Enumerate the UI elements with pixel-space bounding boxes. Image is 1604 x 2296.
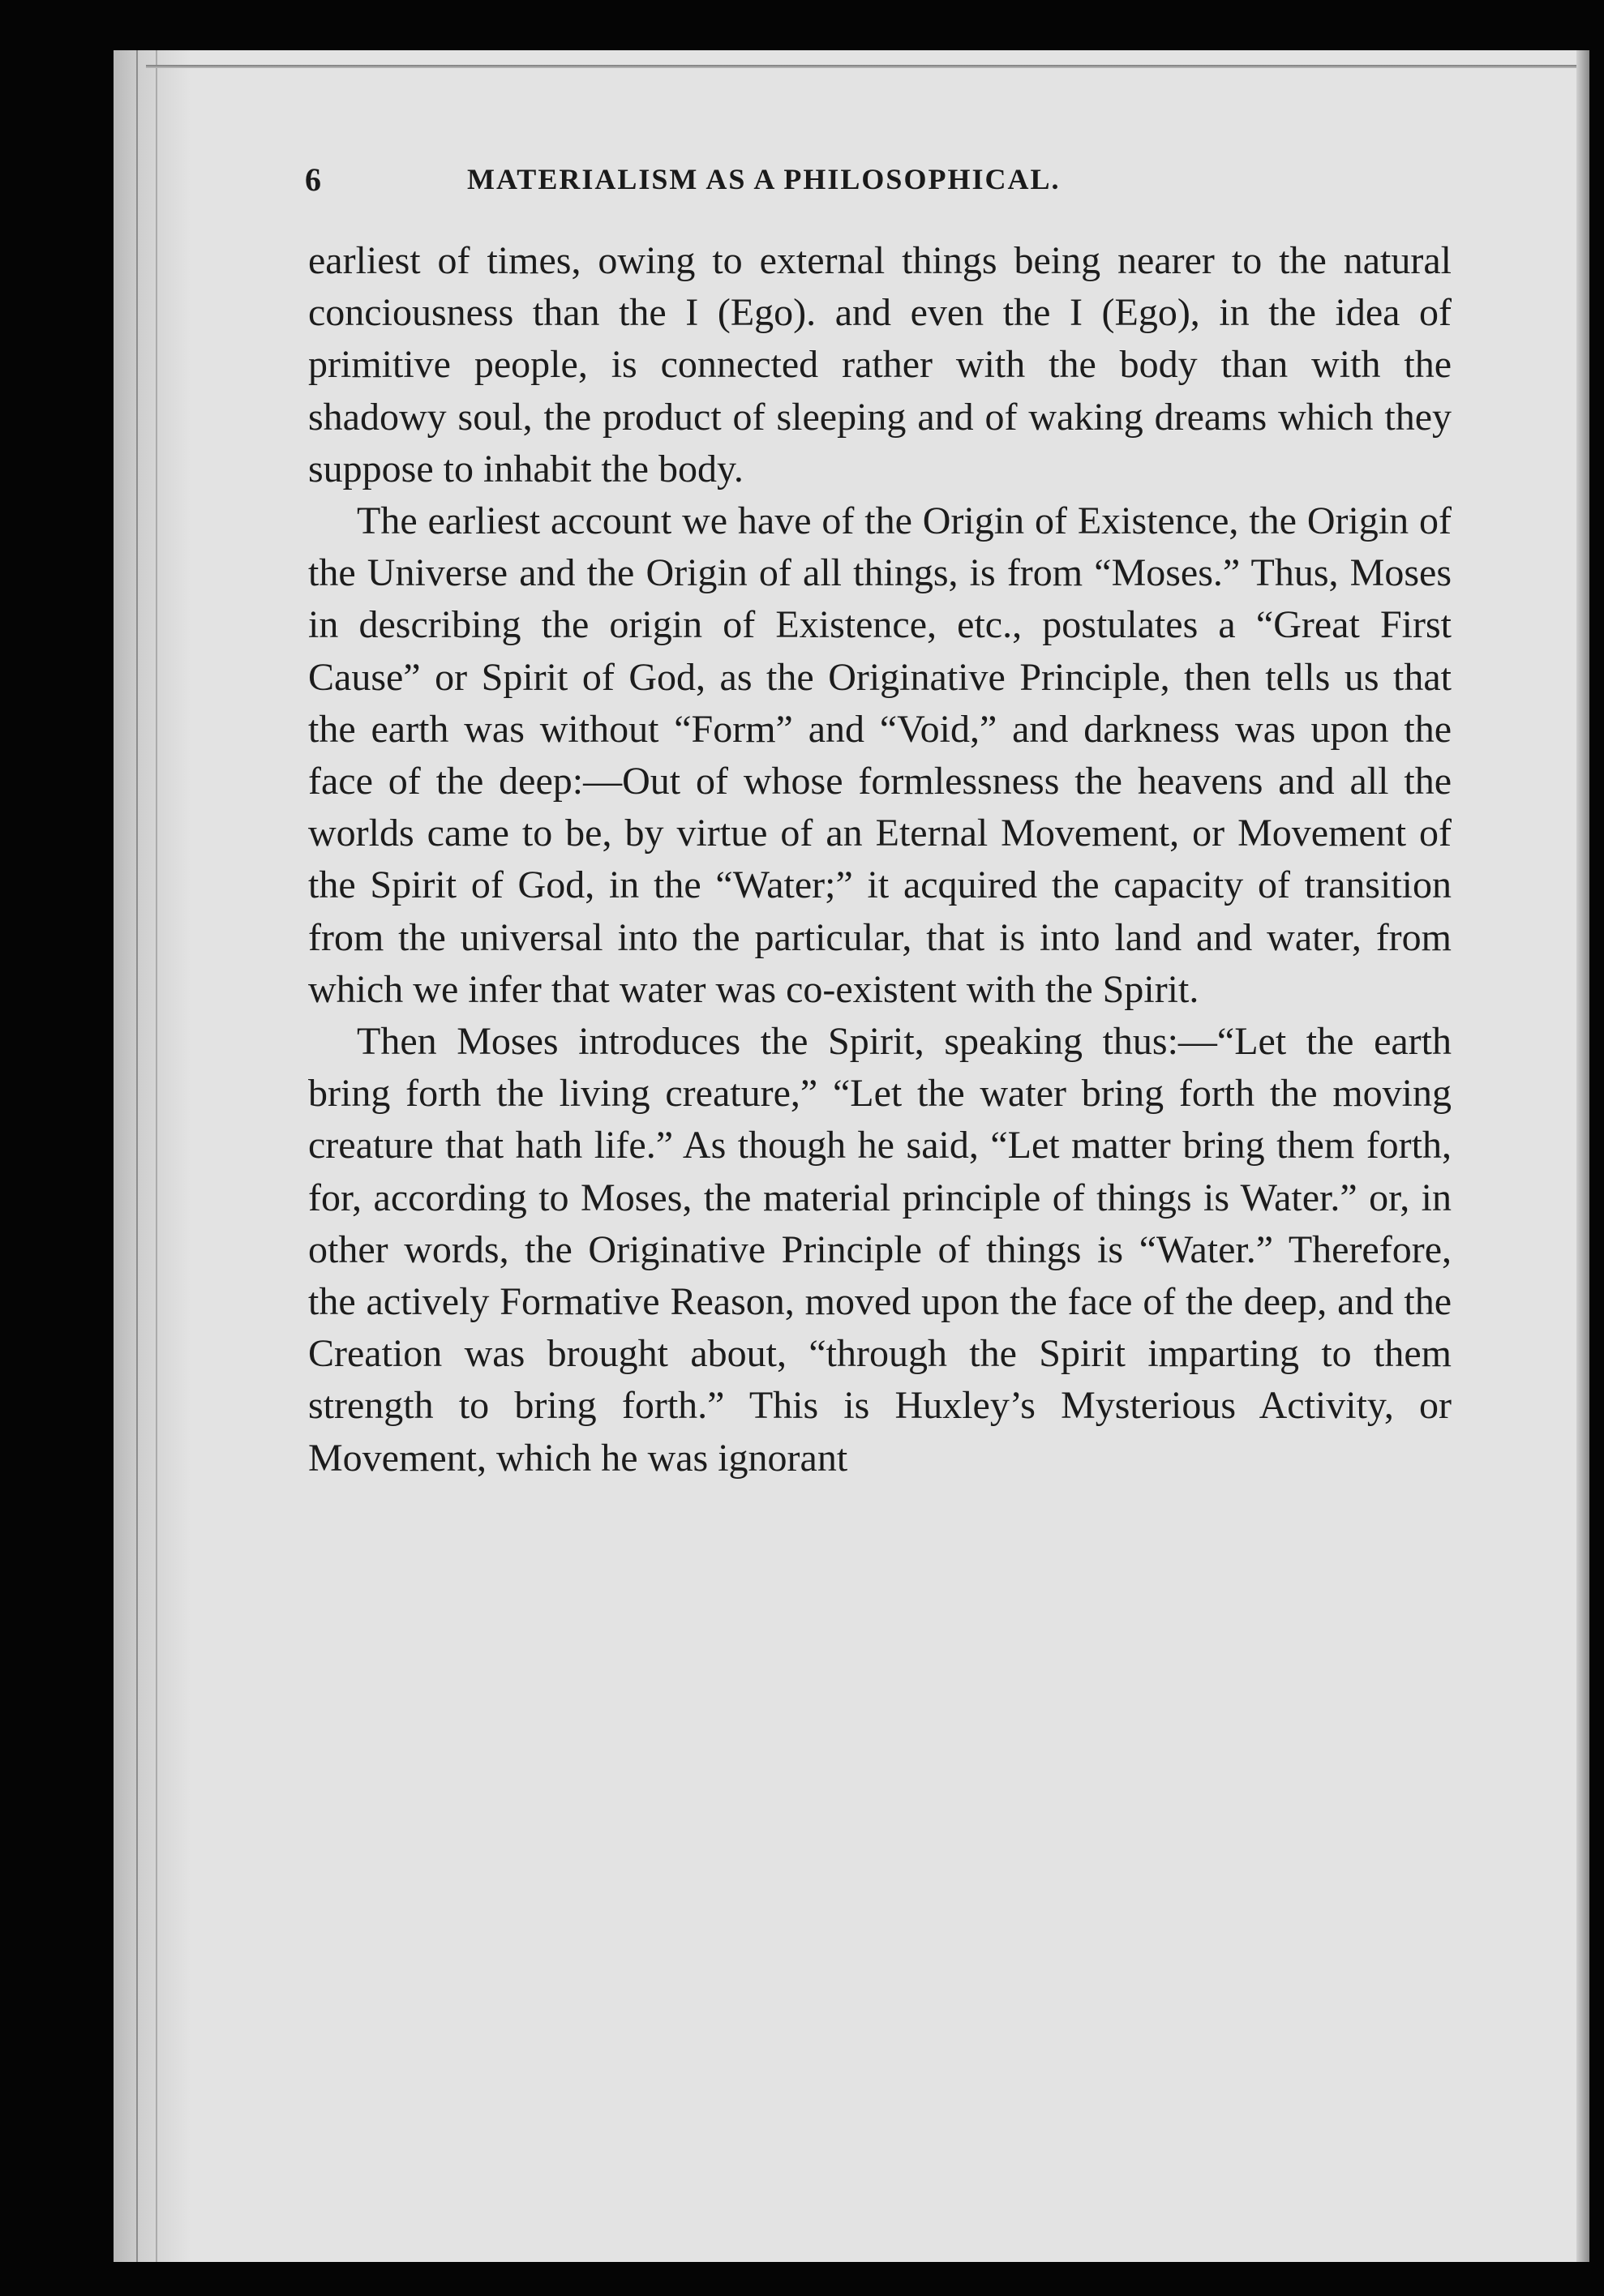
paragraph: Then Moses introduces the Spirit, speaking thus:—“Let the earth bring forth the living creature,” “Let the water bring forth the moving creature that hath life.” As though he said, “Let matter bring them forth, for, according to Moses, the material principle of things is Water.” or, in other words, the Originative Principle of things is “Water.” Therefore, the actively Formative Reason, moved upon the face of the deep, and the Creation was brought about, “through the Spirit imparting to them strength to bring forth.” This is Huxley’s Mysterious Activity, or Movement, which he was ignorant [308, 1020, 1452, 1480]
running-head: MATERIALISM AS A PHILOSOPHICAL. [467, 163, 1061, 195]
gutter-line [136, 50, 138, 2262]
right-page-edge [1576, 50, 1589, 2262]
top-edge-rule [146, 65, 1589, 68]
body-text [308, 235, 1452, 1484]
paragraph: The earliest account we have of the Origin of Existence, the Origin of the Universe and the Origin of all things, is from “Moses.” Thus, Moses in describing the origin of Existence, etc., postulates a “Great First Cause” or Spirit of God, as the Originative Principle, then tells us that the earth was without “Form” and “Void,” and darkness was upon the face of the deep:—Out of whose formlessness the heavens and all the worlds came to be, by virtue of an Eternal Movement, or Movement of the Spirit of God, in the “Water;” it acquired the capacity of transition from the universal into the particular, that is into land and water, from which we infer that water was co-existent with the Spirit. [308, 499, 1452, 1011]
paragraph: earliest of times, owing to external things being nearer to the natural conciousness than the I (Ego). and even the I (Ego), in the idea of primitive people, is connected rather with the body than with the shadowy soul, the product of sleeping and of waking dreams which they suppose to inhabit the body. [308, 239, 1452, 490]
page-number: 6 [305, 161, 321, 198]
page-gutter [114, 50, 191, 2262]
gutter-line [156, 50, 157, 2262]
page-header [305, 161, 1310, 217]
